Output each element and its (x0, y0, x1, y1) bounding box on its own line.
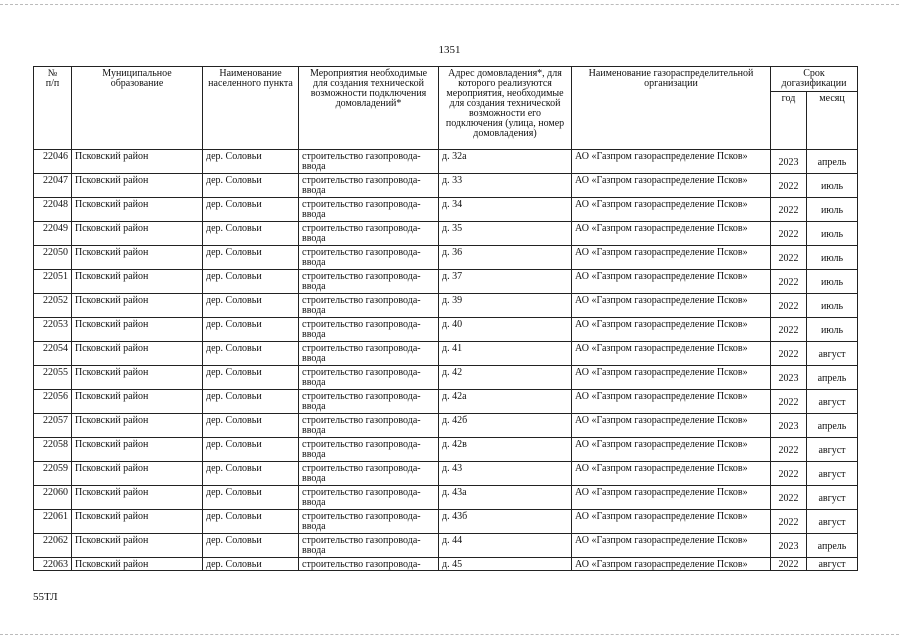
table-row (34, 462, 858, 486)
cell-municipality: Псковский район (72, 486, 203, 510)
cell-locality: дер. Соловьи (203, 294, 299, 318)
cell-locality: дер. Соловьи (203, 174, 299, 198)
cell-measure: строительство газопровода-ввода (299, 534, 439, 558)
cell-locality: дер. Соловьи (203, 198, 299, 222)
cell-month: апрель (807, 534, 858, 558)
cell-measure: строительство газопровода-ввода (299, 462, 439, 486)
cell-month: август (807, 390, 858, 414)
cell-measure: строительство газопровода-ввода (299, 342, 439, 366)
cell-municipality: Псковский район (72, 246, 203, 270)
cell-month: апрель (807, 414, 858, 438)
cell-locality: дер. Соловьи (203, 366, 299, 390)
cell-organization: АО «Газпром газораспределение Псков» (572, 222, 771, 246)
table-row (34, 534, 858, 558)
cell-month: август (807, 438, 858, 462)
cell-address: д. 43б (439, 510, 572, 534)
cell-municipality: Псковский район (72, 510, 203, 534)
cell-address: д. 42б (439, 414, 572, 438)
cell-municipality: Псковский район (72, 198, 203, 222)
cell-num: 22047 (34, 174, 72, 198)
cell-num: 22061 (34, 510, 72, 534)
table-row (34, 390, 858, 414)
cell-address: д. 41 (439, 342, 572, 366)
cell-locality: дер. Соловьи (203, 342, 299, 366)
cell-address: д. 45 (439, 558, 572, 571)
cell-month: июль (807, 318, 858, 342)
table-row (34, 342, 858, 366)
cell-year: 2022 (771, 174, 807, 198)
cell-organization: АО «Газпром газораспределение Псков» (572, 174, 771, 198)
table-row (34, 294, 858, 318)
cell-num: 22048 (34, 198, 72, 222)
cell-num: 22051 (34, 270, 72, 294)
cell-address: д. 42а (439, 390, 572, 414)
cell-address: д. 44 (439, 534, 572, 558)
cell-organization: АО «Газпром газораспределение Псков» (572, 510, 771, 534)
header-address: Адрес домовладения*, для которого реализуются мероприятия, необходимые для создания технической возможности его подключения (улица, номер домовладения) (439, 67, 572, 150)
cell-locality: дер. Соловьи (203, 462, 299, 486)
header-municipality: Муниципальное образование (72, 67, 203, 150)
table-row (34, 174, 858, 198)
cell-address: д. 35 (439, 222, 572, 246)
cell-measure: строительство газопровода-ввода (299, 294, 439, 318)
cell-month: июль (807, 270, 858, 294)
cell-address: д. 32а (439, 150, 572, 174)
gasification-table (33, 66, 858, 571)
cell-measure: строительство газопровода-ввода (299, 510, 439, 534)
cell-municipality: Псковский район (72, 390, 203, 414)
cell-num: 22062 (34, 534, 72, 558)
cell-month: август (807, 510, 858, 534)
table-row (34, 222, 858, 246)
cell-locality: дер. Соловьи (203, 486, 299, 510)
cell-year: 2022 (771, 198, 807, 222)
cell-month: июль (807, 174, 858, 198)
cell-num: 22046 (34, 150, 72, 174)
cell-organization: АО «Газпром газораспределение Псков» (572, 414, 771, 438)
cell-organization: АО «Газпром газораспределение Псков» (572, 294, 771, 318)
cell-month: июль (807, 246, 858, 270)
cell-organization: АО «Газпром газораспределение Псков» (572, 462, 771, 486)
cell-municipality: Псковский район (72, 174, 203, 198)
page-number: 1351 (438, 44, 461, 56)
cell-num: 22060 (34, 486, 72, 510)
cell-address: д. 42в (439, 438, 572, 462)
cell-month: август (807, 558, 858, 571)
cell-month: июль (807, 222, 858, 246)
cell-municipality: Псковский район (72, 150, 203, 174)
scan-artifact-bottom (0, 634, 899, 636)
cell-year: 2022 (771, 294, 807, 318)
cell-address: д. 34 (439, 198, 572, 222)
cell-month: август (807, 462, 858, 486)
cell-locality: дер. Соловьи (203, 390, 299, 414)
cell-num: 22059 (34, 462, 72, 486)
cell-locality: дер. Соловьи (203, 534, 299, 558)
cell-municipality: Псковский район (72, 318, 203, 342)
table-row (34, 486, 858, 510)
table-row (34, 558, 858, 571)
cell-locality: дер. Соловьи (203, 510, 299, 534)
cell-year: 2022 (771, 246, 807, 270)
table-row (34, 270, 858, 294)
cell-year: 2022 (771, 486, 807, 510)
cell-organization: АО «Газпром газораспределение Псков» (572, 342, 771, 366)
header-measures: Мероприятия необходимые для создания технической возможности подключения домовладений* (299, 67, 439, 150)
cell-year: 2022 (771, 438, 807, 462)
cell-municipality: Псковский район (72, 558, 203, 571)
cell-year: 2022 (771, 510, 807, 534)
cell-year: 2023 (771, 534, 807, 558)
header-term: Срок догазификации (771, 67, 858, 92)
table-row (34, 150, 858, 174)
cell-num: 22053 (34, 318, 72, 342)
cell-municipality: Псковский район (72, 462, 203, 486)
cell-locality: дер. Соловьи (203, 558, 299, 571)
cell-year: 2022 (771, 390, 807, 414)
cell-organization: АО «Газпром газораспределение Псков» (572, 198, 771, 222)
cell-measure: строительство газопровода-ввода (299, 414, 439, 438)
cell-year: 2022 (771, 318, 807, 342)
cell-municipality: Псковский район (72, 270, 203, 294)
cell-month: июль (807, 294, 858, 318)
table-row (34, 510, 858, 534)
cell-measure: строительство газопровода-ввода (299, 150, 439, 174)
table-row (34, 198, 858, 222)
cell-measure: строительство газопровода-ввода (299, 438, 439, 462)
cell-num: 22058 (34, 438, 72, 462)
cell-num: 22049 (34, 222, 72, 246)
cell-locality: дер. Соловьи (203, 438, 299, 462)
cell-measure: строительство газопровода-ввода (299, 270, 439, 294)
cell-year: 2023 (771, 414, 807, 438)
cell-organization: АО «Газпром газораспределение Псков» (572, 150, 771, 174)
cell-month: август (807, 486, 858, 510)
cell-municipality: Псковский район (72, 366, 203, 390)
table-row (34, 438, 858, 462)
cell-year: 2023 (771, 366, 807, 390)
cell-address: д. 36 (439, 246, 572, 270)
cell-municipality: Псковский район (72, 534, 203, 558)
cell-year: 2022 (771, 462, 807, 486)
header-num: № п/п (34, 67, 72, 150)
cell-measure: строительство газопровода-ввода (299, 222, 439, 246)
cell-address: д. 42 (439, 366, 572, 390)
cell-organization: АО «Газпром газораспределение Псков» (572, 534, 771, 558)
table-row (34, 318, 858, 342)
cell-municipality: Псковский район (72, 222, 203, 246)
cell-measure: строительство газопровода-ввода (299, 174, 439, 198)
cell-organization: АО «Газпром газораспределение Псков» (572, 390, 771, 414)
cell-municipality: Псковский район (72, 438, 203, 462)
cell-num: 22057 (34, 414, 72, 438)
cell-address: д. 43а (439, 486, 572, 510)
cell-num: 22055 (34, 366, 72, 390)
cell-num: 22052 (34, 294, 72, 318)
cell-address: д. 43 (439, 462, 572, 486)
header-organization: Наименование газораспределительной организации (572, 67, 771, 150)
cell-organization: АО «Газпром газораспределение Псков» (572, 486, 771, 510)
header-month: месяц (807, 92, 858, 150)
cell-num: 22063 (34, 558, 72, 571)
cell-num: 22050 (34, 246, 72, 270)
cell-address: д. 39 (439, 294, 572, 318)
cell-measure: строительство газопровода-ввода (299, 246, 439, 270)
cell-locality: дер. Соловьи (203, 270, 299, 294)
cell-month: август (807, 342, 858, 366)
cell-address: д. 40 (439, 318, 572, 342)
cell-locality: дер. Соловьи (203, 318, 299, 342)
cell-year: 2022 (771, 342, 807, 366)
cell-locality: дер. Соловьи (203, 150, 299, 174)
table-row (34, 366, 858, 390)
footer-code: 55ТЛ (33, 591, 58, 603)
cell-measure: строительство газопровода-ввода (299, 318, 439, 342)
cell-municipality: Псковский район (72, 294, 203, 318)
cell-measure: строительство газопровода- (299, 558, 439, 571)
cell-measure: строительство газопровода-ввода (299, 198, 439, 222)
cell-num: 22054 (34, 342, 72, 366)
cell-measure: строительство газопровода-ввода (299, 390, 439, 414)
cell-year: 2023 (771, 150, 807, 174)
cell-month: июль (807, 198, 858, 222)
cell-address: д. 33 (439, 174, 572, 198)
table-row (34, 414, 858, 438)
scan-artifact-top (0, 4, 899, 6)
cell-locality: дер. Соловьи (203, 246, 299, 270)
cell-municipality: Псковский район (72, 342, 203, 366)
cell-organization: АО «Газпром газораспределение Псков» (572, 270, 771, 294)
header-year: год (771, 92, 807, 150)
table-body (34, 150, 858, 571)
table-row (34, 246, 858, 270)
cell-organization: АО «Газпром газораспределение Псков» (572, 246, 771, 270)
cell-measure: строительство газопровода-ввода (299, 486, 439, 510)
cell-locality: дер. Соловьи (203, 222, 299, 246)
cell-organization: АО «Газпром газораспределение Псков» (572, 366, 771, 390)
cell-address: д. 37 (439, 270, 572, 294)
cell-locality: дер. Соловьи (203, 414, 299, 438)
cell-num: 22056 (34, 390, 72, 414)
cell-year: 2022 (771, 222, 807, 246)
cell-measure: строительство газопровода-ввода (299, 366, 439, 390)
cell-organization: АО «Газпром газораспределение Псков» (572, 558, 771, 571)
cell-municipality: Псковский район (72, 414, 203, 438)
cell-organization: АО «Газпром газораспределение Псков» (572, 438, 771, 462)
cell-month: апрель (807, 366, 858, 390)
cell-organization: АО «Газпром газораспределение Псков» (572, 318, 771, 342)
cell-month: апрель (807, 150, 858, 174)
header-locality: Наименование населенного пункта (203, 67, 299, 150)
cell-year: 2022 (771, 270, 807, 294)
cell-year: 2022 (771, 558, 807, 571)
